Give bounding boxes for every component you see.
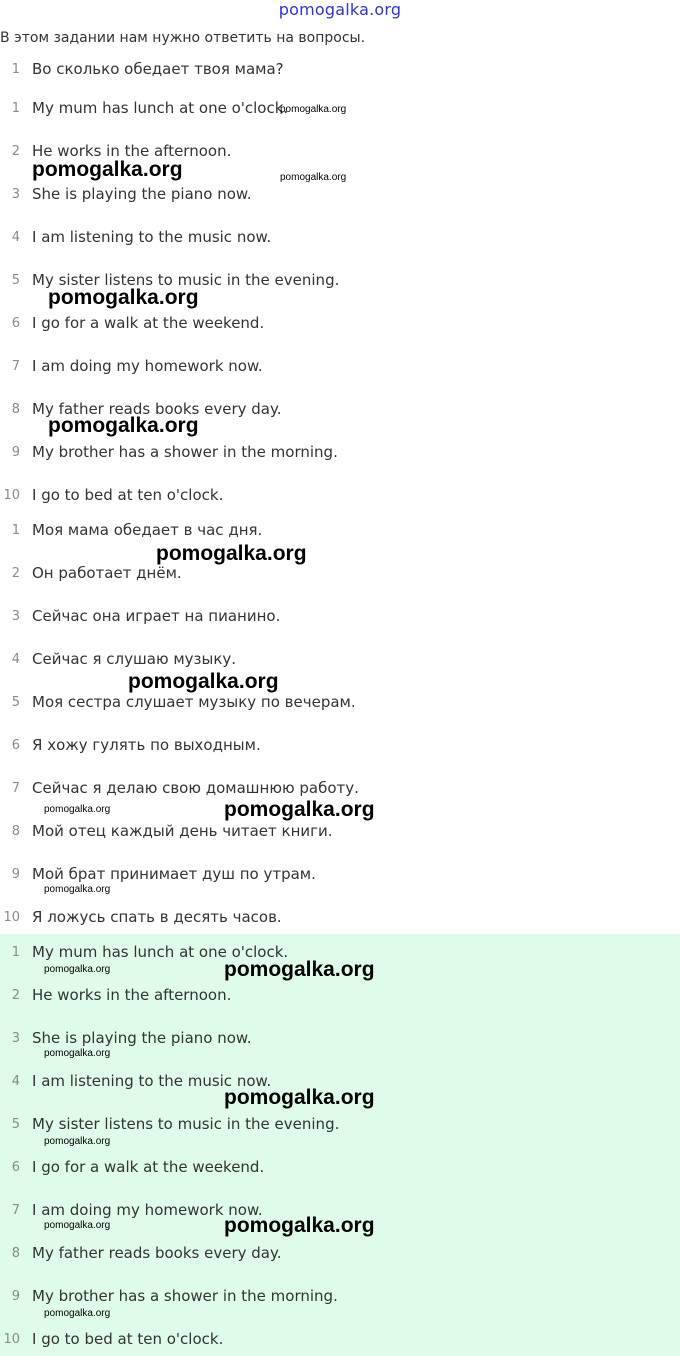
item-number: 1: [11, 945, 20, 960]
item-text: He works in the afternoon.: [32, 986, 232, 1004]
item-number: 4: [11, 652, 20, 667]
watermark: pomogalka.org: [224, 798, 375, 821]
item-text: I am listening to the music now.: [32, 1072, 272, 1090]
item-number: 3: [11, 187, 20, 202]
list-item: [0, 692, 680, 716]
item-text: My mum has lunch at one o'clock.: [32, 99, 289, 117]
item-number: 4: [11, 230, 20, 245]
item-text: I go for a walk at the weekend.: [32, 314, 265, 332]
watermark: pomogalka.org: [280, 104, 347, 115]
list-item: [0, 1114, 680, 1138]
item-text: My brother has a shower in the morning.: [32, 1287, 338, 1305]
item-number: 2: [11, 144, 20, 159]
item-text: Мой отец каждый день читает книги.: [32, 822, 333, 840]
list-item: [0, 485, 680, 509]
item-number: 9: [11, 445, 20, 460]
watermark: pomogalka.org: [44, 1048, 111, 1059]
list-item: [0, 1157, 680, 1181]
list-item: [0, 520, 680, 544]
list-item: [0, 735, 680, 759]
list-item: [0, 1286, 680, 1310]
item-number: 6: [11, 1160, 20, 1175]
item-number: 9: [11, 1289, 20, 1304]
list-item: [0, 907, 680, 931]
item-number: 10: [3, 910, 20, 925]
question-text: Во сколько обедает твоя мама?: [32, 60, 284, 78]
site-logo: pomogalka.org: [278, 0, 402, 19]
item-text: Моя сестра слушает музыку по вечерам.: [32, 693, 356, 711]
watermark: pomogalka.org: [32, 158, 183, 181]
item-text: Моя мама обедает в час дня.: [32, 521, 263, 539]
item-text: Сейчас она играет на пианино.: [32, 607, 281, 625]
watermark: pomogalka.org: [128, 670, 279, 693]
list-item: [0, 1329, 680, 1353]
item-text: I go to bed at ten o'clock.: [32, 1330, 224, 1348]
list-item: [0, 649, 680, 673]
list-item: [0, 227, 680, 251]
item-number: 3: [11, 1031, 20, 1046]
item-text: My sister listens to music in the evening.: [32, 271, 340, 289]
item-text: My sister listens to music in the evening.: [32, 1115, 340, 1133]
watermark: pomogalka.org: [44, 1220, 111, 1231]
watermark: pomogalka.org: [224, 1214, 375, 1237]
item-text: My father reads books every day.: [32, 1244, 282, 1262]
item-number: 3: [11, 609, 20, 624]
item-text: I am listening to the music now.: [32, 228, 272, 246]
item-text: She is playing the piano now.: [32, 185, 252, 203]
item-number: 5: [11, 1117, 20, 1132]
list-item: [0, 356, 680, 380]
watermark: pomogalka.org: [48, 414, 199, 437]
item-text: Мой брат принимает душ по утрам.: [32, 865, 316, 883]
item-number: 8: [11, 1246, 20, 1261]
item-number: 8: [11, 824, 20, 839]
item-text: Я ложусь спать в десять часов.: [32, 908, 282, 926]
list-item: [0, 985, 680, 1009]
list-item: [0, 606, 680, 630]
item-number: 7: [11, 1203, 20, 1218]
list-item: [0, 313, 680, 337]
item-number: 1: [11, 101, 20, 116]
item-number: 2: [11, 566, 20, 581]
item-text: Я хожу гулять по выходным.: [32, 736, 261, 754]
watermark: pomogalka.org: [44, 1308, 111, 1319]
item-text: My mum has lunch at one o'clock.: [32, 943, 289, 961]
watermark: pomogalka.org: [44, 884, 111, 895]
item-text: I am doing my homework now.: [32, 1201, 263, 1219]
watermark: pomogalka.org: [224, 1086, 375, 1109]
watermark: pomogalka.org: [44, 804, 111, 815]
item-number: 6: [11, 738, 20, 753]
list-item: [0, 184, 680, 208]
item-number: 7: [11, 359, 20, 374]
list-item: [0, 1243, 680, 1267]
item-text: Он работает днём.: [32, 564, 182, 582]
item-text: I am doing my homework now.: [32, 357, 263, 375]
question-number: 1: [11, 62, 20, 77]
item-text: My father reads books every day.: [32, 400, 282, 418]
item-text: Сейчас я слушаю музыку.: [32, 650, 237, 668]
item-number: 1: [11, 523, 20, 538]
item-number: 5: [11, 273, 20, 288]
watermark: pomogalka.org: [44, 964, 111, 975]
item-number: 9: [11, 867, 20, 882]
watermark: pomogalka.org: [48, 286, 199, 309]
item-number: 6: [11, 316, 20, 331]
item-number: 2: [11, 988, 20, 1003]
item-number: 10: [3, 488, 20, 503]
item-text: He works in the afternoon.: [32, 142, 232, 160]
item-number: 4: [11, 1074, 20, 1089]
watermark: pomogalka.org: [224, 958, 375, 981]
list-item: [0, 563, 680, 587]
intro-text: В этом задании нам нужно ответить на вопросы.: [0, 30, 366, 46]
item-text: I go to bed at ten o'clock.: [32, 486, 224, 504]
watermark: pomogalka.org: [156, 542, 307, 565]
watermark: pomogalka.org: [280, 172, 347, 183]
watermark: pomogalka.org: [44, 1136, 111, 1147]
list-item: [0, 442, 680, 466]
item-number: 10: [3, 1332, 20, 1347]
list-item: [0, 821, 680, 845]
item-text: She is playing the piano now.: [32, 1029, 252, 1047]
item-text: Сейчас я делаю свою домашнюю работу.: [32, 779, 359, 797]
item-number: 8: [11, 402, 20, 417]
item-text: My brother has a shower in the morning.: [32, 443, 338, 461]
item-number: 5: [11, 695, 20, 710]
item-number: 7: [11, 781, 20, 796]
question-row: [0, 59, 680, 83]
item-text: I go for a walk at the weekend.: [32, 1158, 265, 1176]
